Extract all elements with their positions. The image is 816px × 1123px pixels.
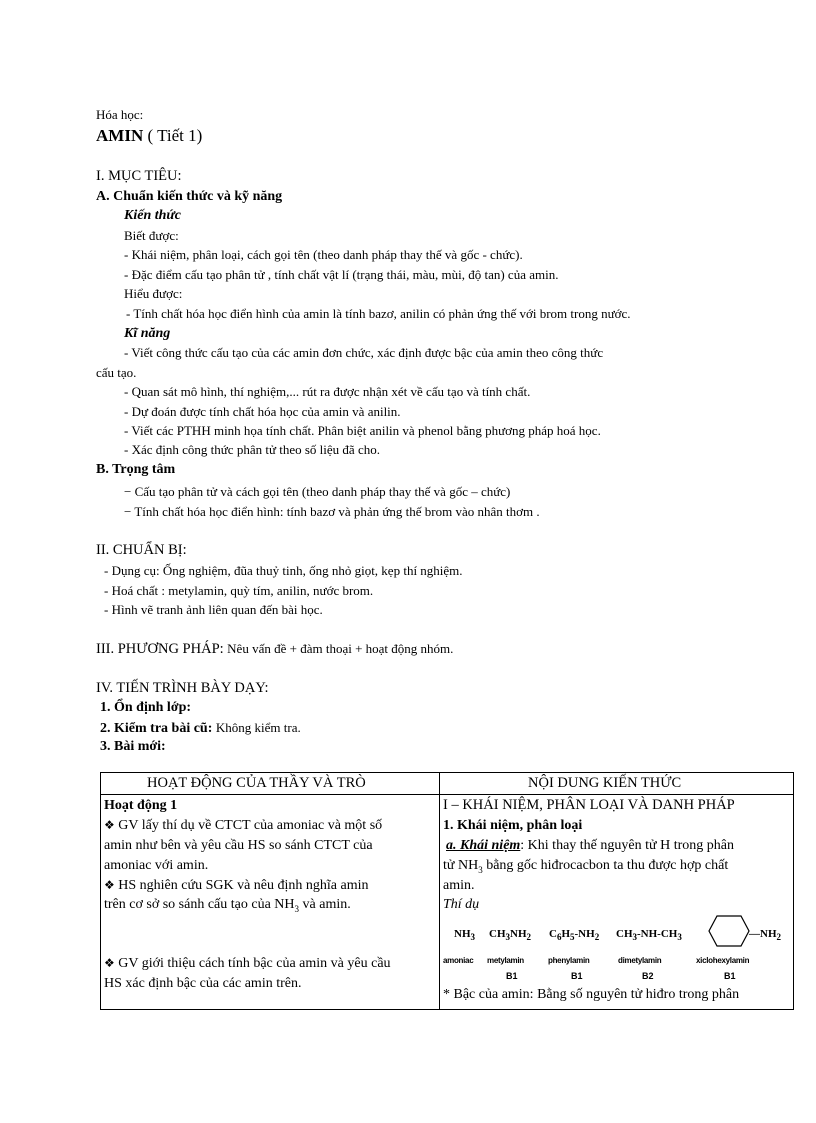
activity-title: Hoạt động 1 xyxy=(104,798,178,813)
definition-line xyxy=(446,836,734,855)
compound-name: amoniac xyxy=(443,956,474,965)
activity-table xyxy=(100,772,794,1010)
example-label: Thí dụ xyxy=(443,897,480,912)
star-bullet-icon: ❖ xyxy=(104,956,115,970)
subscript: 6 xyxy=(556,932,562,943)
compound-name: xiclohexylamin xyxy=(696,956,750,965)
formula-part: H xyxy=(561,928,571,940)
subscript: 2 xyxy=(594,932,600,943)
teacher-activity-line xyxy=(104,816,382,835)
focus-line: − Cấu tạo phân tử và cách gọi tên (theo danh pháp thay thế và gốc – chức) xyxy=(124,484,511,499)
definition-line xyxy=(443,856,728,875)
content-section-heading: I – KHÁI NIỆM, PHÂN LOẠI VÀ DANH PHÁP xyxy=(443,797,735,813)
definition-text: : Khi thay thế nguyên tử H trong phân xyxy=(520,838,734,853)
activity-text: GV lấy thí dụ về CTCT của amoniac và một số xyxy=(118,818,383,833)
formula-part: NH xyxy=(510,928,527,940)
subscript: 3 xyxy=(632,932,637,943)
compound-name: metylamin xyxy=(487,956,524,965)
activity-text: HS nghiên cứu SGK và nêu định nghĩa amin xyxy=(118,878,369,893)
page-title xyxy=(96,126,202,146)
teacher-activity-line xyxy=(104,954,391,973)
col2-header: NỘI DUNG KIẾN THỨC xyxy=(528,775,682,791)
activity-text: và amin. xyxy=(302,897,351,912)
formula-ammonia xyxy=(454,928,475,943)
formula-dimethylamine xyxy=(616,928,682,943)
section-4-heading: IV. TIẾN TRÌNH BÀY DẠY: xyxy=(96,680,269,696)
formula-cyclohexylamine xyxy=(749,928,781,943)
compound-degree: B1 xyxy=(724,971,736,981)
subscript: 2 xyxy=(526,932,531,943)
subscript: 3 xyxy=(470,932,475,943)
method-text: Nêu vấn đề + đàm thoại + hoạt động nhóm. xyxy=(227,641,454,656)
compound-name: phenylamin xyxy=(548,956,590,965)
col1-header: HOẠT ĐỘNG CỦA THẦY VÀ TRÒ xyxy=(147,775,366,791)
definition-text: bằng gốc hiđrocacbon ta thu được hợp chất xyxy=(486,858,729,873)
skill-line: - Viết các PTHH minh họa tính chất. Phân biệt anilin và phenol bằng phương pháp hoá học. xyxy=(124,423,601,438)
title-main: AMIN xyxy=(96,126,144,145)
formula-part: CH xyxy=(616,928,633,940)
biet-duoc-label: Biết được: xyxy=(124,228,179,243)
teacher-activity-line: amin như bên và yêu cầu HS so sánh CTCT của xyxy=(104,838,373,853)
focus-line: − Tính chất hóa học điển hình: tính bazơ và phản ứng thế brom vào nhân thơm . xyxy=(124,504,540,519)
prep-line: - Dụng cụ: Ống nghiệm, đũa thuỷ tinh, ống nhỏ giọt, kẹp thí nghiệm. xyxy=(104,563,463,578)
compound-degree: B1 xyxy=(571,971,583,981)
subject-label: Hóa học: xyxy=(96,107,144,122)
star-bullet-icon: ❖ xyxy=(104,818,115,832)
subscript: 2 xyxy=(776,932,781,943)
section-1a-heading: A. Chuẩn kiến thức và kỹ năng xyxy=(96,189,283,204)
step-3: 3. Bài mới: xyxy=(100,739,166,754)
subscript: 3 xyxy=(677,932,682,943)
prep-line: - Hoá chất : metylamin, quỳ tím, anilin, nước brom. xyxy=(104,583,374,598)
header-divider xyxy=(101,794,793,795)
section-3 xyxy=(96,640,453,658)
hieu-duoc-label: Hiểu được: xyxy=(124,286,183,301)
skill-line: - Xác định công thức phân tử theo số liệu đã cho. xyxy=(124,442,380,457)
objective-line: - Tính chất hóa học điển hình của amin là tính bazơ, anilin có phản ứng thế với brom trong nước. xyxy=(126,306,631,321)
title-suffix: ( Tiết 1) xyxy=(147,126,203,145)
skill-line-cont: cấu tạo. xyxy=(96,365,137,380)
formula-part: -NH-CH xyxy=(637,928,678,940)
student-activity-line xyxy=(104,895,351,914)
compound-name: dimetylamin xyxy=(618,956,662,965)
star-bullet-icon: ❖ xyxy=(104,878,115,892)
formula-methylamine xyxy=(489,928,531,943)
section-2-heading: II. CHUẨN BỊ: xyxy=(96,542,187,558)
teacher-activity-line: amoniac với amin. xyxy=(104,858,209,873)
ki-nang-heading: Kĩ năng xyxy=(124,326,171,341)
teacher-activity-line: HS xác định bậc của các amin trên. xyxy=(104,976,302,991)
definition-label: a. Khái niệm xyxy=(446,838,521,853)
subscript: 5 xyxy=(570,932,575,943)
student-activity-line xyxy=(104,876,369,895)
skill-line: - Quan sát mô hình, thí nghiệm,... rút ra được nhận xét về cấu tạo và tính chất. xyxy=(124,384,531,399)
step-1: 1. Ổn định lớp: xyxy=(100,700,192,715)
step-2-text: Không kiểm tra. xyxy=(215,720,301,735)
section-3-heading: III. PHƯƠNG PHÁP: xyxy=(96,641,224,657)
content-subheading: 1. Khái niệm, phân loại xyxy=(443,818,583,833)
column-divider xyxy=(439,773,440,1009)
step-2 xyxy=(100,719,301,737)
formula-part: CH xyxy=(489,928,506,940)
amine-degree-line: * Bậc của amin: Bằng số nguyên tử hiđro trong phân xyxy=(443,987,740,1002)
compound-degree: B2 xyxy=(642,971,654,981)
prep-line: - Hình vẽ tranh ảnh liên quan đến bài học. xyxy=(104,602,323,617)
formula-part: C xyxy=(549,928,557,940)
subscript: 3 xyxy=(505,932,510,943)
section-1b-heading: B. Trọng tâm xyxy=(96,462,176,477)
section-1-heading: I. MỤC TIÊU: xyxy=(96,168,182,184)
skill-line: - Viết công thức cấu tạo của các amin đơn chức, xác định được bậc của amin theo công thức xyxy=(124,345,604,360)
compound-degree: B1 xyxy=(506,971,518,981)
definition-line: amin. xyxy=(443,878,475,893)
formula-part: —NH xyxy=(749,928,777,940)
subscript: 3 xyxy=(478,864,483,875)
activity-text: trên cơ sở so sánh cấu tạo của NH xyxy=(104,897,295,912)
cyclohexane-ring-icon xyxy=(707,913,751,949)
activity-text: GV giới thiệu cách tính bậc của amin và yêu cầu xyxy=(118,956,391,971)
objective-line: - Khái niệm, phân loại, cách gọi tên (theo danh pháp thay thế và gốc - chức). xyxy=(124,247,523,262)
skill-line: - Dự đoán được tính chất hóa học của amin và anilin. xyxy=(124,404,401,419)
subscript: 3 xyxy=(294,903,300,914)
formula-part: -NH xyxy=(574,928,595,940)
step-2-label: 2. Kiểm tra bài cũ: xyxy=(100,721,213,736)
kien-thuc-heading: Kiến thức xyxy=(124,208,182,223)
objective-line: - Đặc điểm cấu tạo phân tử , tính chất vật lí (trạng thái, màu, mùi, độ tan) của amin. xyxy=(124,267,559,282)
formula-phenylamine xyxy=(549,928,600,943)
formula-part: NH xyxy=(454,928,471,940)
definition-text: tử NH xyxy=(443,858,479,873)
